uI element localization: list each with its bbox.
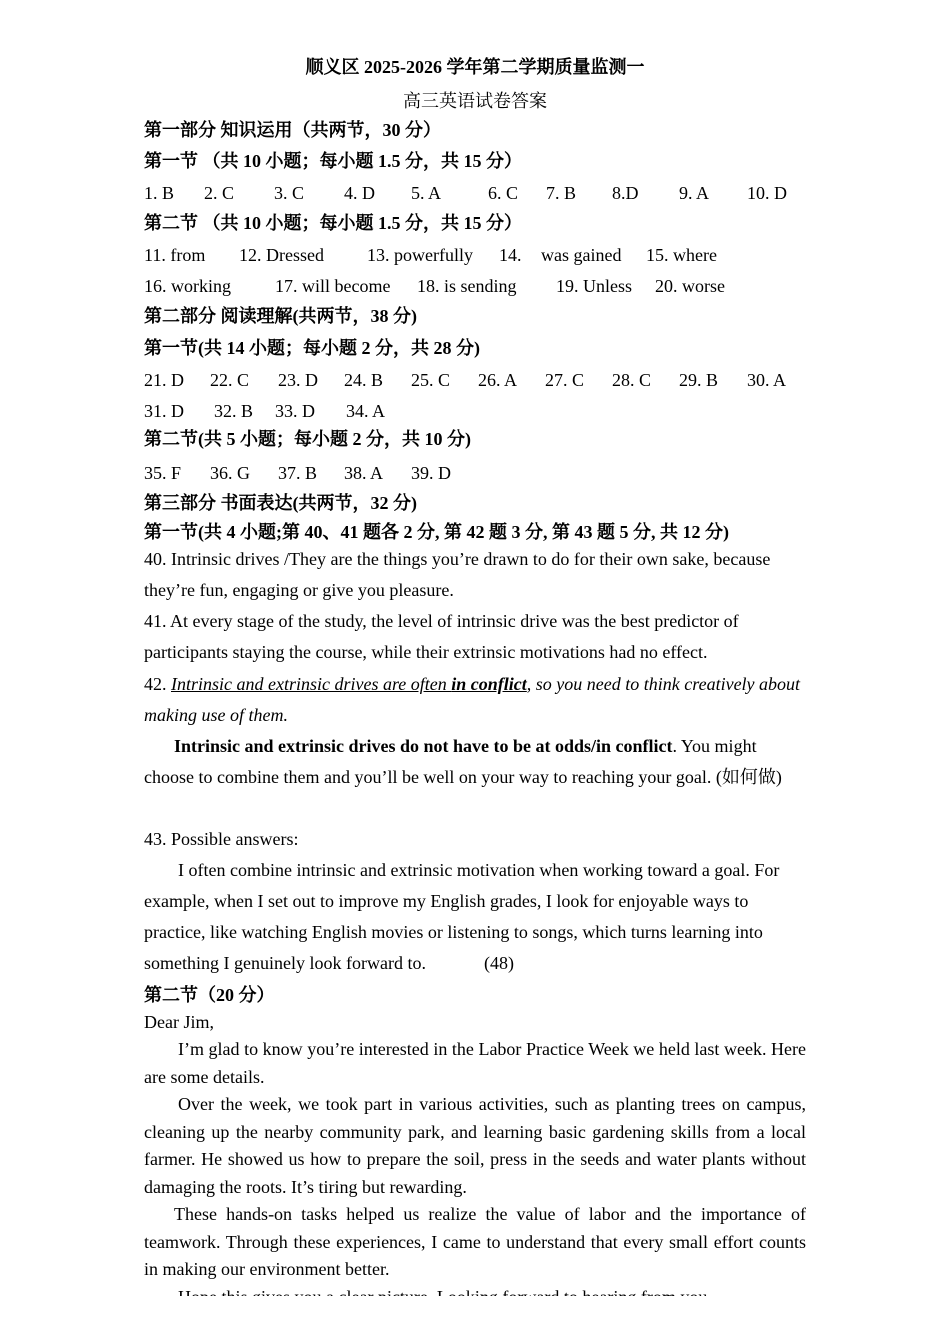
page-crop-edge [0,1296,950,1344]
part2-sec1-heading: 第一节(共 14 小题；每小题 2 分，共 28 分) [144,338,480,358]
answer-43-text [144,855,806,979]
letter-paragraph-3: These hands-on tasks helped us realize the value of labor and the importance of teamwork. Through these experiences, I came to understand that every small effort counts in making our environment better. [144,1204,806,1279]
answer-item: 2. C [204,183,235,203]
answer-item: 36. G [210,463,250,483]
answer-item: 20. worse [655,276,725,296]
answer-item: 13. powerfully [367,245,473,265]
answer-42-text-d: so you need to think creatively about making use of them. [144,674,801,725]
answer-item: 34. A [346,401,386,421]
page-title: 顺义区 2025-2026 学年第二学期质量监测一 [305,57,645,77]
answer-42-emphasis: in conflict [451,674,527,694]
answer-item: 39. D [411,463,451,483]
answer-item: 17. will become [275,276,391,296]
answer-item: 15. where [646,245,717,265]
answer-42-alternative [144,731,806,793]
answer-item: 30. A [747,370,787,390]
answer-item: 32. B [214,401,254,421]
answer-item: was gained [541,245,622,265]
part2-heading: 第二部分 阅读理解(共两节，38 分) [144,306,417,326]
answer-item: 25. C [411,370,451,390]
answer-42-alt-rest: . You might choose to combine them and you’ll be well on your way to reaching your goal. (如何做) [144,736,782,787]
part1-heading: 第一部分 知识运用（共两节，30 分） [144,120,441,140]
page-subtitle: 高三英语试卷答案 [403,91,547,111]
answer-item: 22. C [210,370,250,390]
answer-item: 29. B [679,370,719,390]
answer-item: 10. D [747,183,787,203]
answer-item: 5. A [411,183,442,203]
answer-item: 26. A [478,370,518,390]
answer-item: 28. C [612,370,652,390]
answer-40: 40. Intrinsic drives /They are the things you’re drawn to do for their own sake, because they’re fun, engaging or give you pleasure. [144,549,771,600]
part2-sec2-heading: 第二节(共 5 小题；每小题 2 分，共 10 分) [144,429,471,449]
answer-item: 21. D [144,370,184,390]
answer-42-number: 42. [144,674,171,694]
answer-item: 1. B [144,183,175,203]
answer-item: 18. is sending [417,276,517,296]
answer-41: 41. At every stage of the study, the level of intrinsic drive was the best predictor of participants staying the course, while their extrinsic motivations had no effect. [144,611,739,662]
answer-item: 16. working [144,276,231,296]
part3-sec1-heading: 第一节(共 4 小题;第 40、41 题各 2 分, 第 42 题 3 分, 第 43 题 5 分, 共 12 分) [144,522,729,542]
answer-43-word-count: (48) [483,953,514,973]
answer-item: 19. Unless [556,276,632,296]
answer-42 [144,669,806,731]
answer-item: 3. C [274,183,305,203]
answer-item: 33. D [275,401,315,421]
part3-heading: 第三部分 书面表达(共两节，32 分) [144,493,417,513]
answer-item: 27. C [545,370,585,390]
answer-item: 11. from [144,245,206,265]
answer-item: 38. A [344,463,384,483]
answer-item: 6. C [488,183,519,203]
answer-item: 24. B [344,370,384,390]
part1-sec1-heading: 第一节 （共 10 小题；每小题 1.5 分，共 15 分） [144,151,522,171]
answer-42-text-a: Intrinsic and extrinsic drives are often [171,674,452,694]
answer-item: 9. A [679,183,710,203]
answer-42-alt-bold: Intrinsic and extrinsic drives do not have to be at odds/in conflict [174,736,673,756]
answer-42-comma: , [526,674,532,694]
part3-sec2-heading: 第二节（20 分） [144,985,275,1005]
answer-item: 7. B [546,183,577,203]
part1-sec2-heading: 第二节 （共 10 小题；每小题 1.5 分，共 15 分） [144,213,522,233]
letter-greeting: Dear Jim, [144,1012,214,1032]
answer-item: 31. D [144,401,184,421]
answer-item: 23. D [278,370,318,390]
letter-paragraph-2: Over the week, we took part in various activities, such as planting trees on campus, cleaning up the nearby community park, and learning basic gardening skills from a local farmer. He showed us how to prepare the soil, press in the seeds and water plants without damaging the roots. It’s tiring but rewarding. [144,1094,806,1197]
answer-item: 35. F [144,463,182,483]
answer-43-label: 43. Possible answers: [144,829,299,849]
answer-43-body: I often combine intrinsic and extrinsic motivation when working toward a goal. For example, when I set out to improve my English grades, I look for enjoyable ways to practice, like watching English movies or listening to songs, which turns learning into something I genuinely look forward to. [144,860,780,973]
letter-paragraph-1: I’m glad to know you’re interested in the Labor Practice Week we held last week. Here are some details. [144,1039,806,1087]
answer-item: 8.D [612,183,639,203]
answer-item: 14. [499,245,522,265]
answer-item: 4. D [344,183,375,203]
answer-item: 37. B [278,463,318,483]
answer-item: 12. Dressed [239,245,324,265]
